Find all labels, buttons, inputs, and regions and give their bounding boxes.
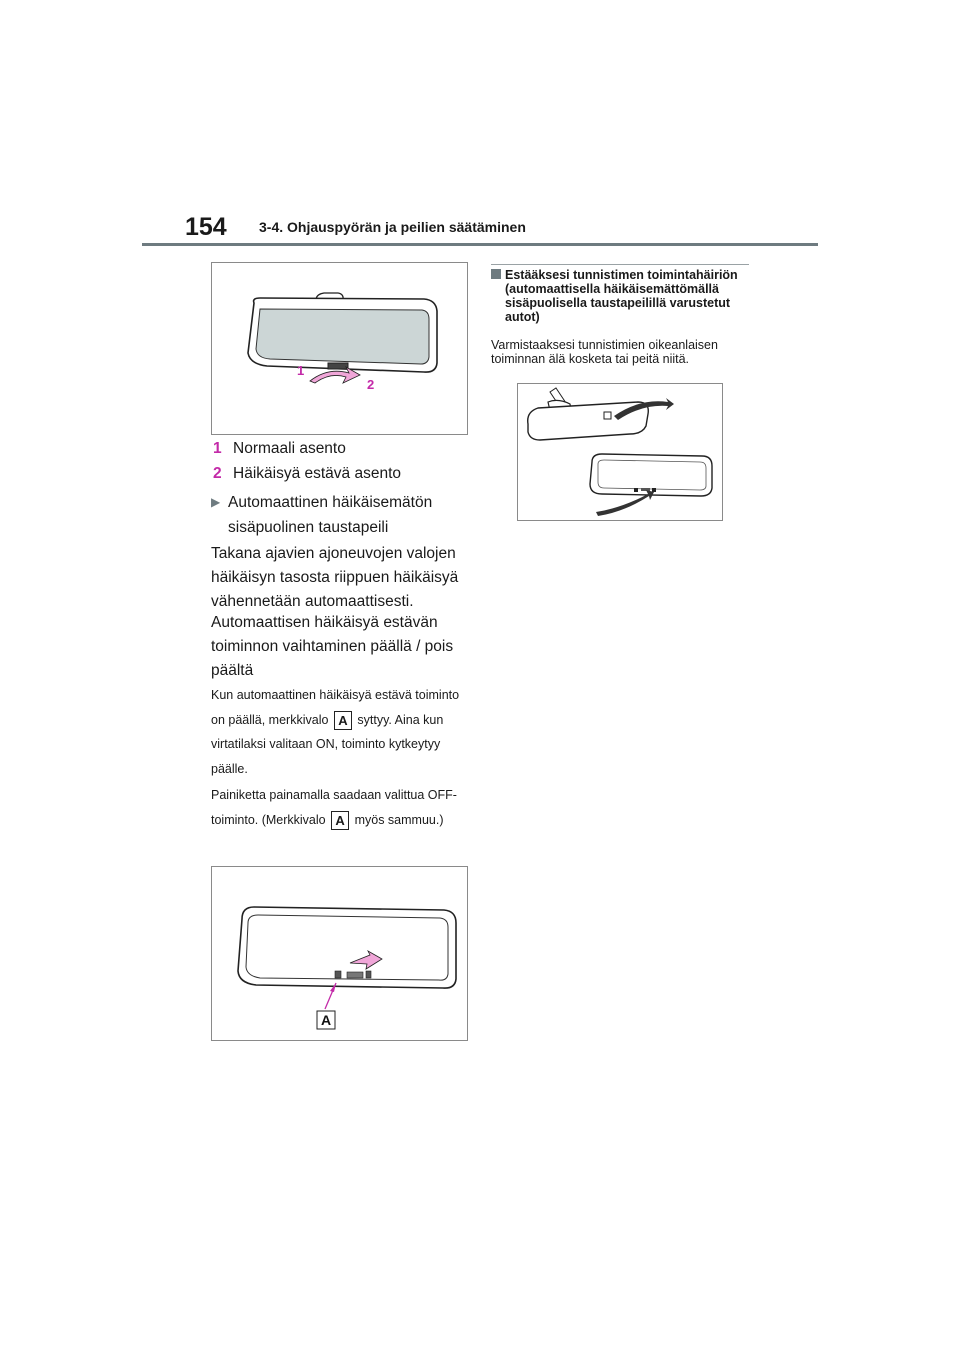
bullet-text: Automaattinen häikäisemätön sisäpuolinen taustapeili <box>228 494 433 536</box>
triangle-bullet-icon: ▶ <box>211 495 221 509</box>
section-title: 3-4. Ohjauspyörän ja peilien säätäminen <box>259 219 526 235</box>
figure-sensor-locations <box>517 383 723 521</box>
callout-label-a: A <box>320 1012 332 1028</box>
list-item-anti-glare-position <box>213 465 401 483</box>
header-rule <box>142 243 818 246</box>
bullet-auto-mirror <box>211 490 471 540</box>
figure-label-2: 2 <box>367 377 375 392</box>
note-indicator-on <box>211 683 473 781</box>
item-text: Normaali asento <box>233 440 346 457</box>
figure-auto-dimming-button <box>211 866 468 1041</box>
item-number: 2 <box>213 465 222 482</box>
auto-dimming-mirror-illustration <box>212 867 467 1040</box>
figure-label-1: 1 <box>297 363 305 378</box>
right-heading <box>491 268 753 324</box>
paragraph-auto-dimming: Takana ajavien ajoneuvojen valojen häikäisyn tasosta riippuen häikäisyä vähennetään automaattisesti. <box>211 545 459 610</box>
right-body-text: Varmistaaksesi tunnistimien oikeanlaisen toiminnan älä kosketa tai peitä niitä. <box>491 338 718 366</box>
item-text: Häikäisyä estävä asento <box>233 465 402 482</box>
square-bullet-icon <box>491 269 501 279</box>
paragraph-toggle-heading: Automaattisen häikäisyä estävän toiminnon vaihtaminen päällä / pois päältä <box>211 614 454 679</box>
callout-tag-a: A <box>331 811 349 830</box>
list-item-normal-position <box>213 440 346 458</box>
right-column-rule <box>491 264 749 265</box>
page-number: 154 <box>185 213 227 241</box>
mirror-lever-illustration <box>212 263 467 434</box>
callout-tag-a: A <box>334 711 352 730</box>
sensor-mirror-illustration <box>518 384 722 520</box>
note-text-after: syttyy. Aina kun virtatilaksi valitaan ON, toiminto kytkeytyy päälle. <box>211 712 444 776</box>
note-text-before: Kun automaattinen häikäisyä estävä toiminto on päällä, merkkivalo <box>211 688 460 727</box>
figure-mirror-lever <box>211 262 468 435</box>
note-text-after: myös sammuu.) <box>354 812 444 827</box>
item-number: 1 <box>213 440 222 457</box>
right-heading-text: Estääksesi tunnistimen toimintahäiriön (automaattisella häikäisemättömällä sisäpuolisella taustapeilillä varustetut autot) <box>505 268 738 324</box>
note-indicator-off <box>211 783 473 832</box>
note-text-before: Painiketta painamalla saadaan valittua OFF-toiminto. (Merkkivalo <box>211 788 457 827</box>
